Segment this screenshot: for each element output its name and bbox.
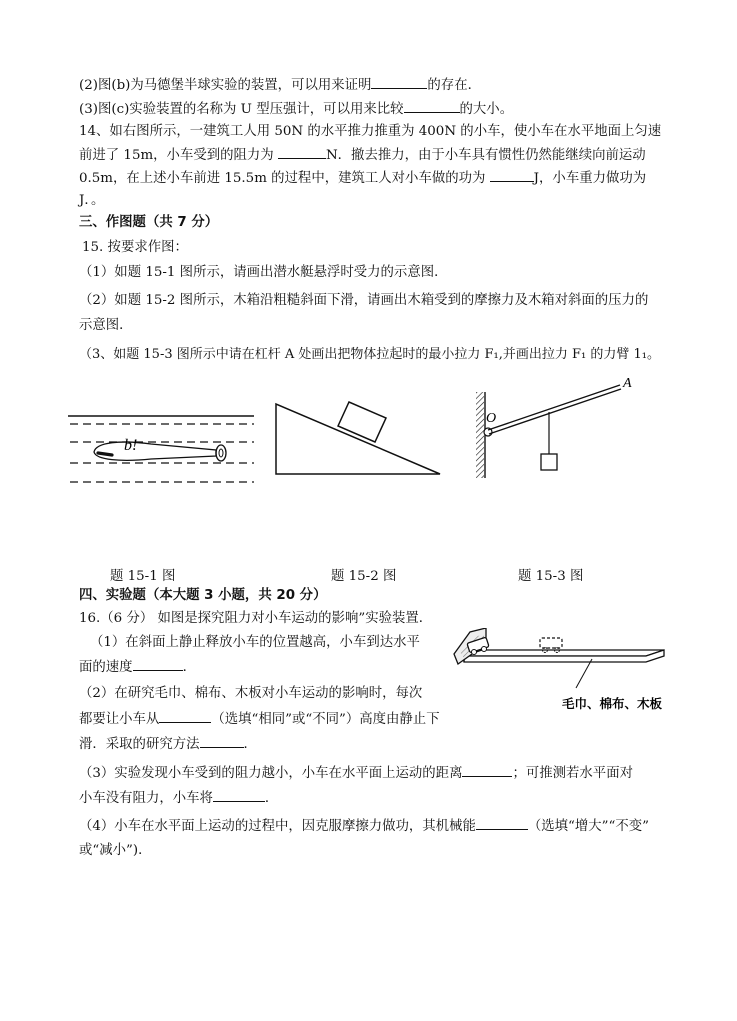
q14-line2 [79,146,646,165]
q16-s2a: （2）在研究毛巾、棉布、木板对小车运动的影响时，每次 [79,686,423,701]
cart-experiment-figure [452,628,668,716]
q16-s1b [79,658,196,677]
q13-part3-text: (3)图(c)实验装置的名称为 U 型压强计，可以用来比较 [79,102,404,117]
q16-s3a-text: （3）实验发现小车受到的阻力越小，小车在水平面上运动的距离 [79,766,463,781]
q16-s3b-text: 小车没有阻力，小车将 [79,791,213,806]
q13-part3-tail: 的大小。 [459,102,514,117]
q16-s2b-text: 都要让小车从 [79,712,160,727]
answer-blank[interactable] [462,764,512,777]
answer-blank[interactable] [133,658,183,671]
q16-s4a-tail: （选填“增大”“不变” [527,819,649,834]
lever-figure [470,376,650,484]
q14-line3-tail: J，小车重力做功为 [533,171,647,186]
q16-s2b-tail: （选填“相同”或“不同”）高度由静止下 [211,712,440,727]
answer-blank[interactable] [200,735,244,748]
q16-s2b [79,710,440,729]
q13-part2 [79,76,481,95]
q14-line2-text: 前进了 15m，小车受到的阻力为 [79,148,274,163]
q16-s2c-text: 滑．采取的研究方法 [79,737,200,752]
q13-part2-text: (2)图(b)为马德堡半球实验的装置，可以用来证明 [79,78,372,93]
answer-blank[interactable] [476,817,528,830]
q14-line4: J．。 [79,193,105,208]
q16-s4b: 或“减小”)． [79,843,152,858]
section3-heading: 三、作图题（共 7 分） [79,215,219,230]
q16-s2c-tail: ． [243,737,257,752]
q16-s1a: （1）在斜面上静止释放小车的位置越高，小车到达水平 [90,635,420,650]
q14-line3-text: 0.5m，在上述小车前进 15.5m 的过程中，建筑工人对小车做的功为 [79,171,486,186]
q16-s3a [79,764,633,783]
incline-figure [272,398,444,478]
figure-caption-15-3: 题 15-3 图 [518,569,584,584]
answer-blank[interactable] [159,710,211,723]
q16-s3a-tail: ；可推测若水平面对 [512,766,633,781]
q15-item2b: 示意图． [79,318,133,333]
point-a-label: A [623,376,632,391]
q15-item3: （3、如题 15-3 图所示中请在杠杆 A 处画出把物体拉起时的最小拉力 F₁,并画出拉力 F₁ 的力臂 1₁。 [79,347,661,362]
q16-s3b [79,789,278,808]
q14-line1: 14、如右图所示，一建筑工人用 50N 的水平推力推重为 400N 的小车，使小车在水平地面上匀速 [79,124,662,139]
q16-s2c [79,735,257,754]
figure-caption-15-2: 题 15-2 图 [331,569,397,584]
surface-label: 毛巾、棉布、木板 [562,696,663,711]
q15-item1: （1）如题 15-1 图所示，请画出潜水艇悬浮时受力的示意图． [79,265,448,280]
q16-title: 16.（6 分） 如图是探究阻力对小车运动的影响”实验装置． [79,611,433,626]
q15-title: 15. 按要求作图： [82,240,188,255]
q13-part2-tail: 的存在． [427,78,481,93]
q15-item2a: （2）如题 15-2 图所示，木箱沿粗糙斜面下滑，请画出木箱受到的摩擦力及木箱对斜面的压力的 [79,293,649,308]
answer-blank[interactable] [213,789,265,802]
pivot-label: O [486,411,497,426]
answer-blank[interactable] [404,100,460,113]
q16-s4a [79,817,649,836]
answer-blank[interactable] [490,169,534,182]
figure-caption-15-1: 题 15-1 图 [110,569,176,584]
q16-s1b-text: 面的速度 [79,660,133,675]
q16-s3b-tail: ． [264,791,279,806]
section4-heading: 四、实验题（本大题 3 小题，共 20 分） [79,588,327,603]
q13-part3 [79,100,513,119]
submarine-mark: b! [124,437,138,454]
answer-blank[interactable] [278,146,326,159]
q16-s1b-tail: ． [182,660,196,675]
answer-blank[interactable] [371,76,427,89]
q16-s4a-text: （4）小车在水平面上运动的过程中，因克服摩擦力做功，其机械能 [79,819,476,834]
q14-line3 [79,169,646,188]
submarine-figure [66,408,258,490]
q14-line2-tail: N．撤去推力，由于小车具有惯性仍然能继续向前运动 [325,148,646,163]
